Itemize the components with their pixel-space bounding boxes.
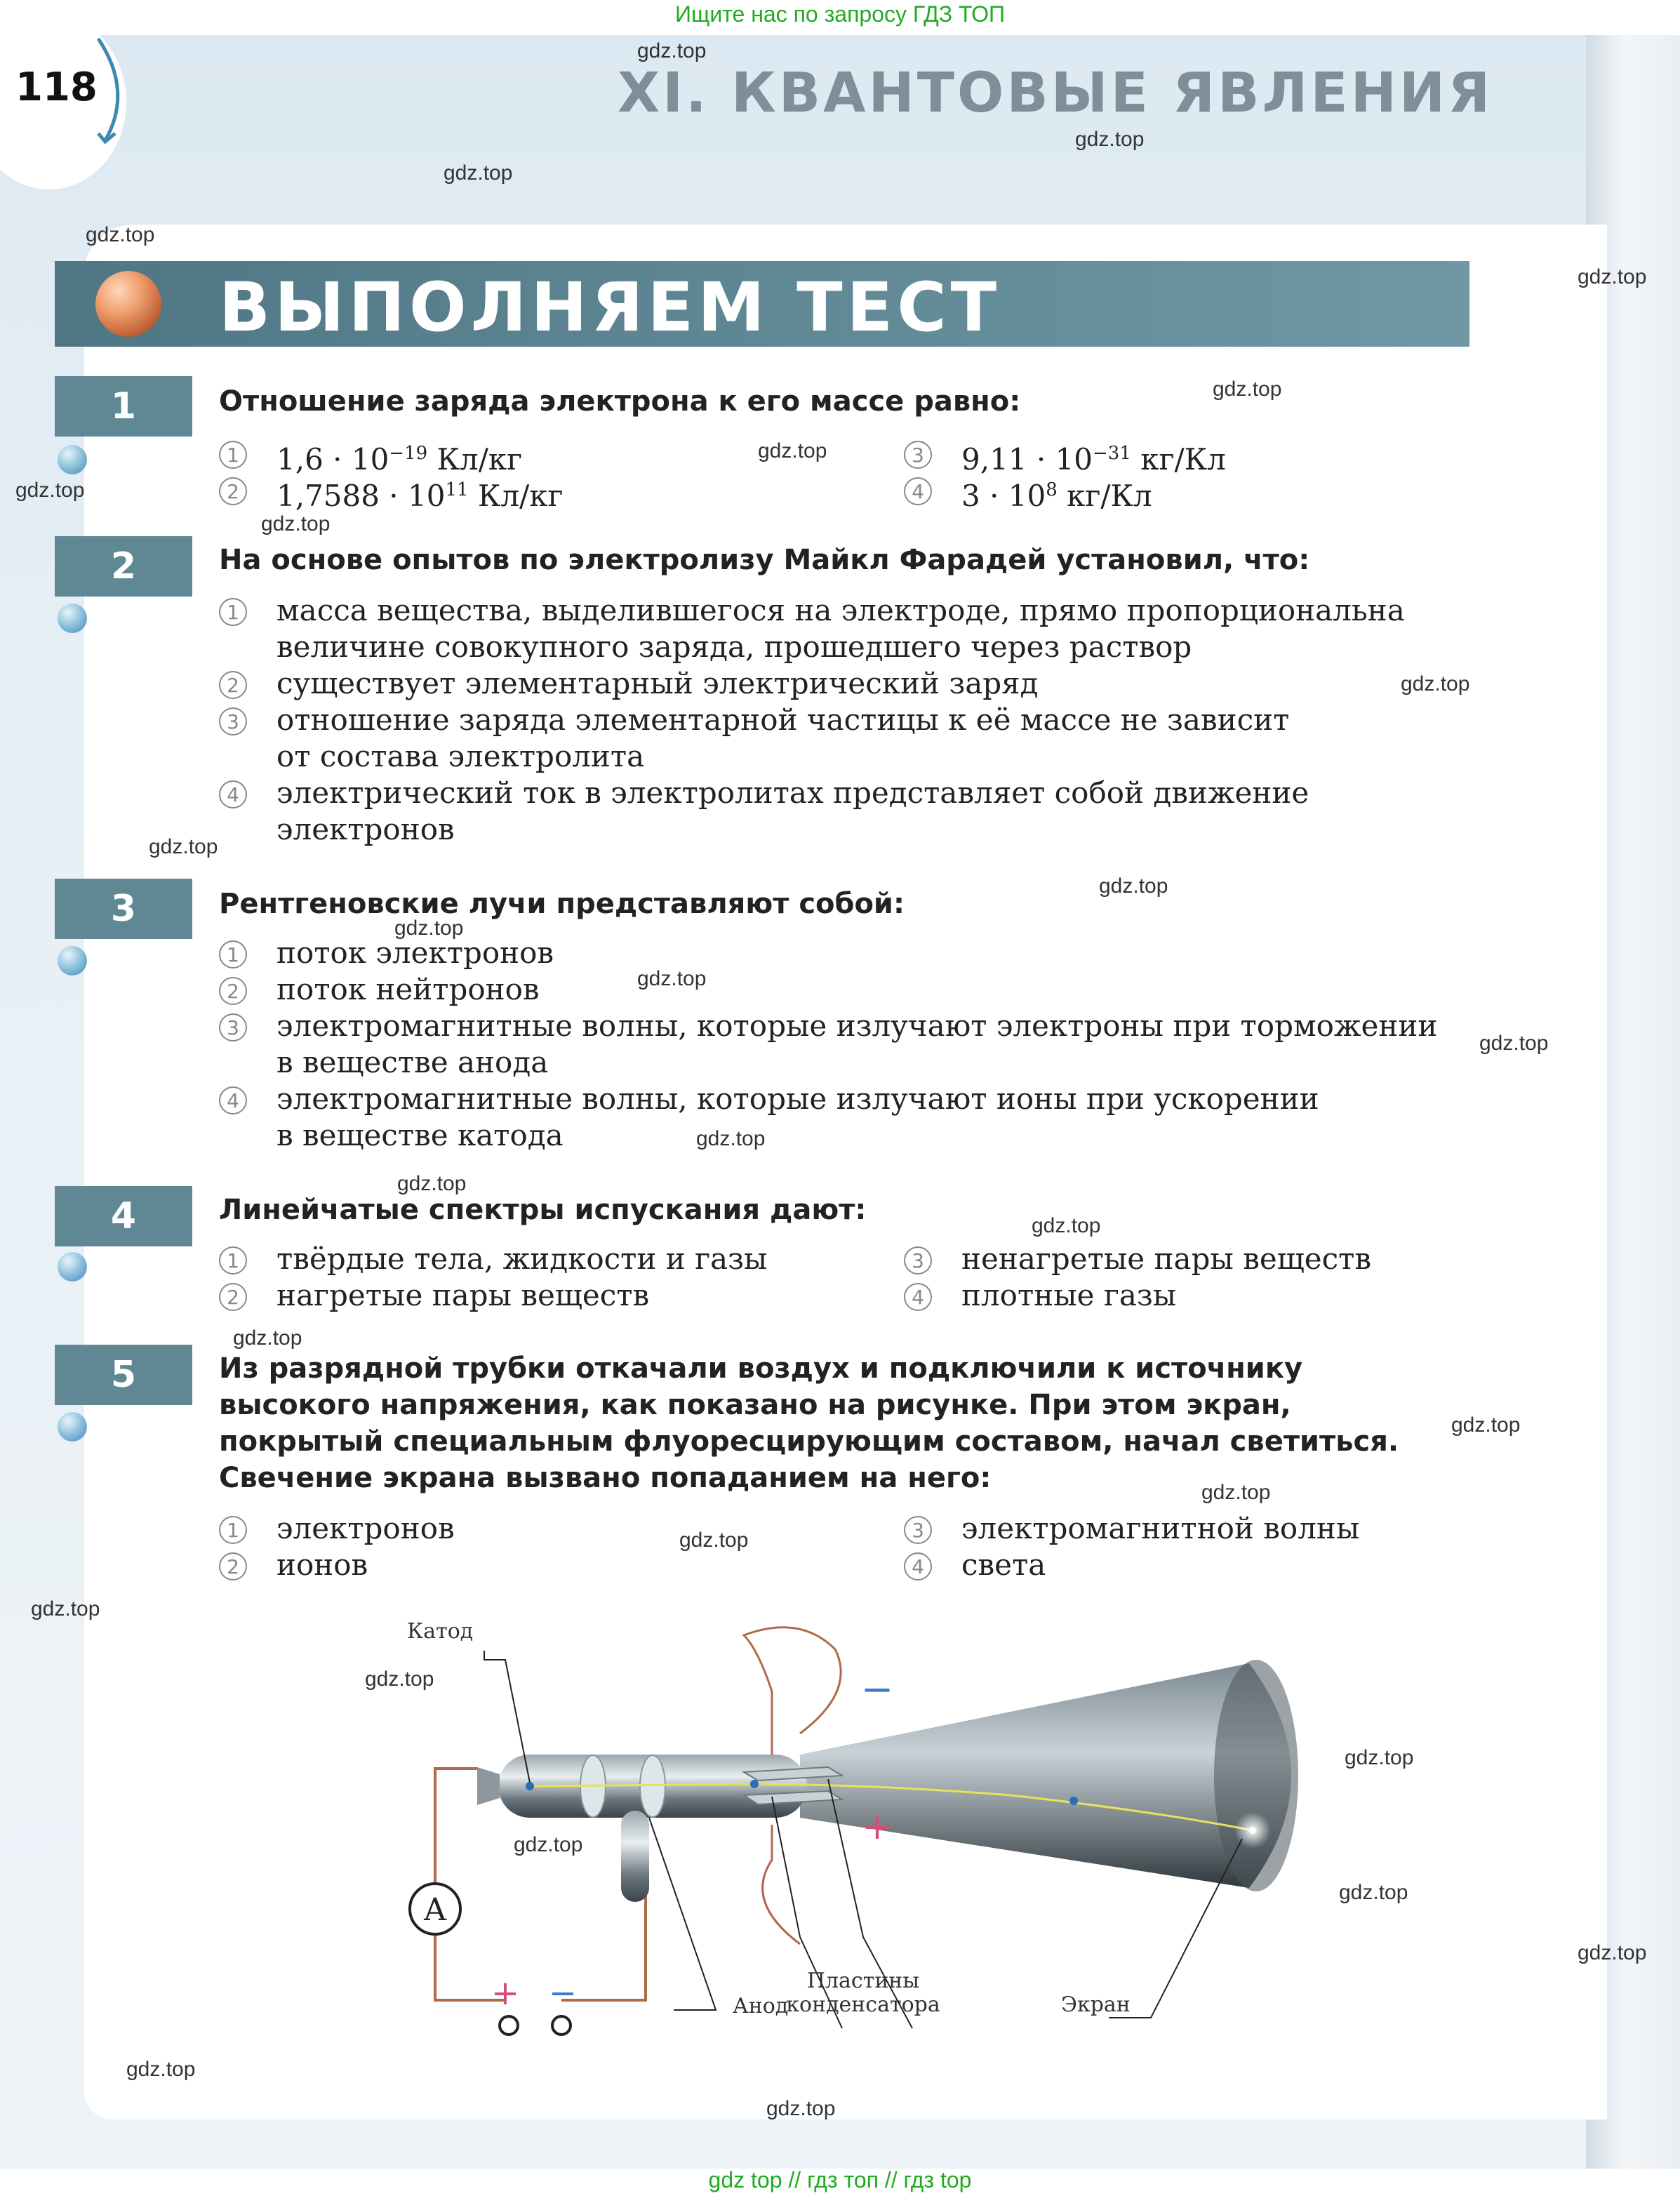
plus-terminal-label: + <box>491 1974 520 2013</box>
question-number-3: 3 <box>55 879 192 939</box>
watermark: gdz.top <box>1578 1941 1647 1964</box>
option-number-icon: 2 <box>219 977 247 1005</box>
watermark: gdz.top <box>1345 1746 1414 1769</box>
screen-label: Экран <box>1061 1992 1131 2017</box>
option-number-icon: 3 <box>219 707 247 736</box>
watermark: gdz.top <box>637 39 707 62</box>
chapter-title: XI. КВАНТОВЫЕ ЯВЛЕНИЯ <box>618 62 1493 125</box>
question-4-option-1[interactable]: твёрдые тела, жидкости и газы <box>276 1242 768 1276</box>
watermark: gdz.top <box>1401 672 1470 695</box>
question-marker-icon <box>58 1252 87 1282</box>
watermark: gdz.top <box>261 512 331 535</box>
watermark: gdz.top <box>637 967 707 990</box>
question-5-option-4[interactable]: света <box>961 1548 1046 1582</box>
question-2-text: На основе опытов по электролизу Майкл Фарадей установил, что: <box>219 544 1310 576</box>
question-5-option-1[interactable]: электронов <box>276 1511 455 1545</box>
watermark: gdz.top <box>1451 1413 1521 1437</box>
option-number-icon: 2 <box>219 1552 247 1580</box>
question-1-text: Отношение заряда электрона к его массе равно: <box>219 385 1021 418</box>
question-4-option-2[interactable]: нагретые пары веществ <box>276 1278 650 1312</box>
watermark: gdz.top <box>758 439 827 462</box>
page-number: 118 <box>15 65 98 110</box>
watermark: gdz.top <box>15 479 85 502</box>
option-number-icon: 1 <box>219 598 247 626</box>
watermark: gdz.top <box>31 1597 100 1620</box>
bottom-links[interactable]: gdz top // гдз топ // гдз top <box>708 2167 972 2192</box>
watermark: gdz.top <box>679 1529 749 1552</box>
question-4-option-3[interactable]: ненагретые пары веществ <box>961 1242 1372 1276</box>
watermark: gdz.top <box>766 2097 836 2120</box>
watermark: gdz.top <box>397 1172 467 1195</box>
watermark: gdz.top <box>365 1668 434 1691</box>
question-2-option-1[interactable]: масса вещества, выделившегося на электроде, прямо пропорциональна величине совокупного заряда, прошедшего через раствор <box>276 593 1405 664</box>
top-banner-link[interactable]: Ищите нас по запросу ГДЗ ТОП <box>675 1 1005 27</box>
cathode-label: Катод <box>407 1619 474 1644</box>
watermark: gdz.top <box>1075 128 1145 151</box>
watermark: gdz.top <box>394 917 464 940</box>
question-5-text: Из разрядной трубки откачали воздух и подключили к источнику высокого напряжения, как показано на рисунке. При этом экран, покрытый специальным флуоресцирующим составом, начал светиться. Свечение экрана вызвано попаданием на него: <box>219 1352 1399 1494</box>
question-4-text: Линейчатые спектры испускания дают: <box>219 1194 867 1226</box>
question-3-option-1[interactable]: поток электронов <box>276 936 554 970</box>
question-2-option-3[interactable]: отношение заряда элементарной частицы к её массе не зависит от состава электролита <box>276 703 1290 773</box>
question-number-4: 4 <box>55 1186 192 1246</box>
question-5-option-3[interactable]: электромагнитной волны <box>961 1511 1360 1545</box>
question-3-option-3[interactable]: электромагнитные волны, которые излучают электроны при торможении в веществе анода <box>276 1009 1438 1079</box>
option-number-icon: 4 <box>904 1283 932 1311</box>
question-4-option-4[interactable]: плотные газы <box>961 1278 1177 1312</box>
option-number-icon: 3 <box>904 1516 932 1544</box>
anode-label: Анод <box>733 1994 789 2018</box>
question-marker-icon <box>58 1412 87 1442</box>
watermark: gdz.top <box>1201 1481 1271 1504</box>
watermark: gdz.top <box>1213 378 1282 401</box>
watermark: gdz.top <box>149 835 218 858</box>
option-number-icon: 4 <box>219 1086 247 1114</box>
minus-plate-label: − <box>860 1667 894 1712</box>
option-number-icon: 1 <box>219 441 247 469</box>
question-number-1: 1 <box>55 376 192 437</box>
option-number-icon: 2 <box>219 671 247 699</box>
option-number-icon: 3 <box>904 441 932 469</box>
question-number-2: 2 <box>55 536 192 597</box>
question-3-option-2[interactable]: поток нейтронов <box>276 972 540 1006</box>
ammeter-label: A <box>424 1892 446 1928</box>
question-marker-icon <box>58 946 87 976</box>
option-number-icon: 2 <box>219 477 247 505</box>
watermark: gdz.top <box>1099 874 1168 898</box>
option-number-icon: 2 <box>219 1283 247 1311</box>
option-number-icon: 1 <box>219 940 247 969</box>
question-2-option-2[interactable]: существует элементарный электрический заряд <box>276 666 1039 700</box>
option-number-icon: 4 <box>904 477 932 505</box>
watermark: gdz.top <box>514 1833 583 1856</box>
option-number-icon: 1 <box>219 1246 247 1274</box>
option-number-icon: 3 <box>904 1246 932 1274</box>
question-3-option-4[interactable]: электромагнитные волны, которые излучают ионы при ускорении в веществе катода <box>276 1081 1319 1152</box>
plates-label-line1: Пластины <box>806 1969 920 1993</box>
minus-terminal-label: − <box>548 1974 578 2013</box>
cathode-ray-tube-diagram <box>379 1607 1361 2056</box>
watermark: gdz.top <box>444 161 513 185</box>
question-marker-icon <box>58 604 87 633</box>
question-5-option-2[interactable]: ионов <box>276 1548 368 1582</box>
question-2-option-4[interactable]: электрический ток в электролитах представляет собой движение электронов <box>276 776 1309 846</box>
watermark: gdz.top <box>1578 265 1647 288</box>
question-3-text: Рентгеновские лучи представляют собой: <box>219 888 905 920</box>
watermark: gdz.top <box>233 1326 302 1350</box>
option-number-icon: 3 <box>219 1013 247 1041</box>
watermark: gdz.top <box>1339 1881 1408 1904</box>
option-number-icon: 1 <box>219 1516 247 1544</box>
test-title: ВЫПОЛНЯЕМ ТЕСТ <box>219 268 1001 347</box>
question-number-5: 5 <box>55 1345 192 1405</box>
watermark: gdz.top <box>696 1127 766 1150</box>
watermark: gdz.top <box>1479 1032 1549 1055</box>
orange-ball-icon <box>95 271 161 337</box>
watermark: gdz.top <box>126 2058 196 2081</box>
option-number-icon: 4 <box>219 780 247 808</box>
watermark: gdz.top <box>86 223 155 246</box>
question-marker-icon <box>58 445 87 474</box>
watermark: gdz.top <box>1032 1214 1101 1237</box>
plates-label-line2: конденсатора <box>786 1992 940 2017</box>
option-number-icon: 4 <box>904 1552 932 1580</box>
plus-plate-label: + <box>862 1806 893 1848</box>
